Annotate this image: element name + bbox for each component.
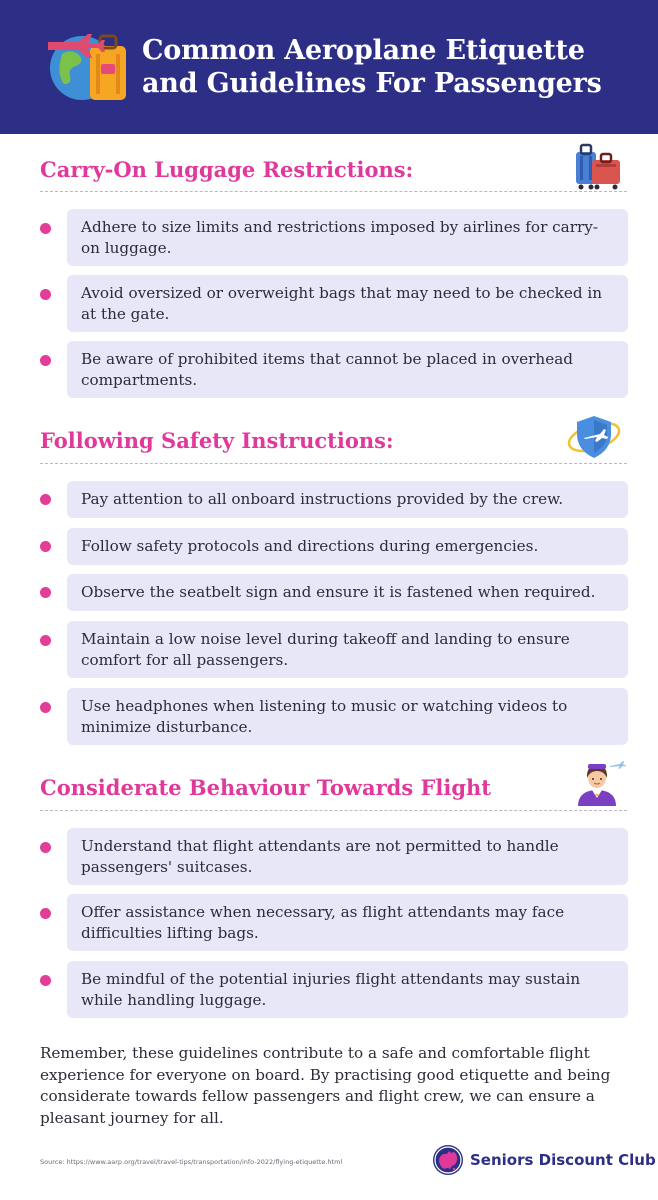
list-item-text: Pay attention to all onboard instructions provided by the crew. bbox=[67, 481, 628, 518]
list-item-text: Follow safety protocols and directions during emergencies. bbox=[67, 528, 628, 565]
shield-airplane-icon bbox=[565, 412, 623, 462]
bullet-dot bbox=[40, 908, 51, 919]
list-item-text: Use headphones when listening to music or watching videos to minimize disturbance. bbox=[67, 688, 628, 745]
bullet-dot bbox=[40, 702, 51, 713]
bullet-dot bbox=[40, 289, 51, 300]
bullet-dot bbox=[40, 494, 51, 505]
luggage-icon bbox=[572, 142, 622, 190]
section-divider bbox=[40, 810, 627, 811]
page-title-line-1: Common Aeroplane Etiquette bbox=[142, 35, 585, 66]
header-banner bbox=[0, 0, 658, 134]
bullet-dot bbox=[40, 587, 51, 598]
list-item-text: Maintain a low noise level during takeoff and landing to ensure comfort for all passengers. bbox=[67, 621, 628, 678]
brand-name: Seniors Discount Club bbox=[470, 1151, 656, 1169]
australia-map-logo-icon bbox=[432, 1144, 464, 1176]
list-item-text: Avoid oversized or overweight bags that may need to be checked in at the gate. bbox=[67, 275, 628, 332]
travel-globe-suitcase-icon bbox=[46, 24, 132, 110]
list-item-text: Adhere to size limits and restrictions imposed by airlines for carry-on luggage. bbox=[67, 209, 628, 266]
bullet-dot bbox=[40, 541, 51, 552]
bullet-dot bbox=[40, 355, 51, 366]
section-divider bbox=[40, 191, 627, 192]
closing-paragraph: Remember, these guidelines contribute to a safe and comfortable flight experience for everyone on board. By practising good etiquette and being considerate towards fellow passengers and flight crew, we can ensure a pleasant journey for all. bbox=[40, 1044, 611, 1127]
page-title bbox=[142, 34, 642, 100]
section-divider bbox=[40, 463, 627, 464]
section-title: Following Safety Instructions: bbox=[40, 428, 394, 453]
section-title: Considerate Behaviour Towards Flight bbox=[40, 775, 491, 800]
list-item-text: Understand that flight attendants are not permitted to handle passengers' suitcases. bbox=[67, 828, 628, 885]
list-item-text: Offer assistance when necessary, as flight attendants may face difficulties lifting bags. bbox=[67, 894, 628, 951]
list-item-text: Be mindful of the potential injuries flight attendants may sustain while handling luggage. bbox=[67, 961, 628, 1018]
list-item-text: Be aware of prohibited items that cannot be placed in overhead compartments. bbox=[67, 341, 628, 398]
bullet-dot bbox=[40, 975, 51, 986]
flight-attendant-icon bbox=[572, 756, 626, 808]
section-title: Carry-On Luggage Restrictions: bbox=[40, 157, 414, 182]
bullet-dot bbox=[40, 223, 51, 234]
source-citation: Source: https://www.aarp.org/travel/travel-tips/transportation/info-2022/flying-etiquette.html bbox=[40, 1158, 343, 1166]
bullet-dot bbox=[40, 842, 51, 853]
page-title-line-2: and Guidelines For Passengers bbox=[142, 68, 602, 99]
bullet-dot bbox=[40, 635, 51, 646]
list-item-text: Observe the seatbelt sign and ensure it is fastened when required. bbox=[67, 574, 628, 611]
